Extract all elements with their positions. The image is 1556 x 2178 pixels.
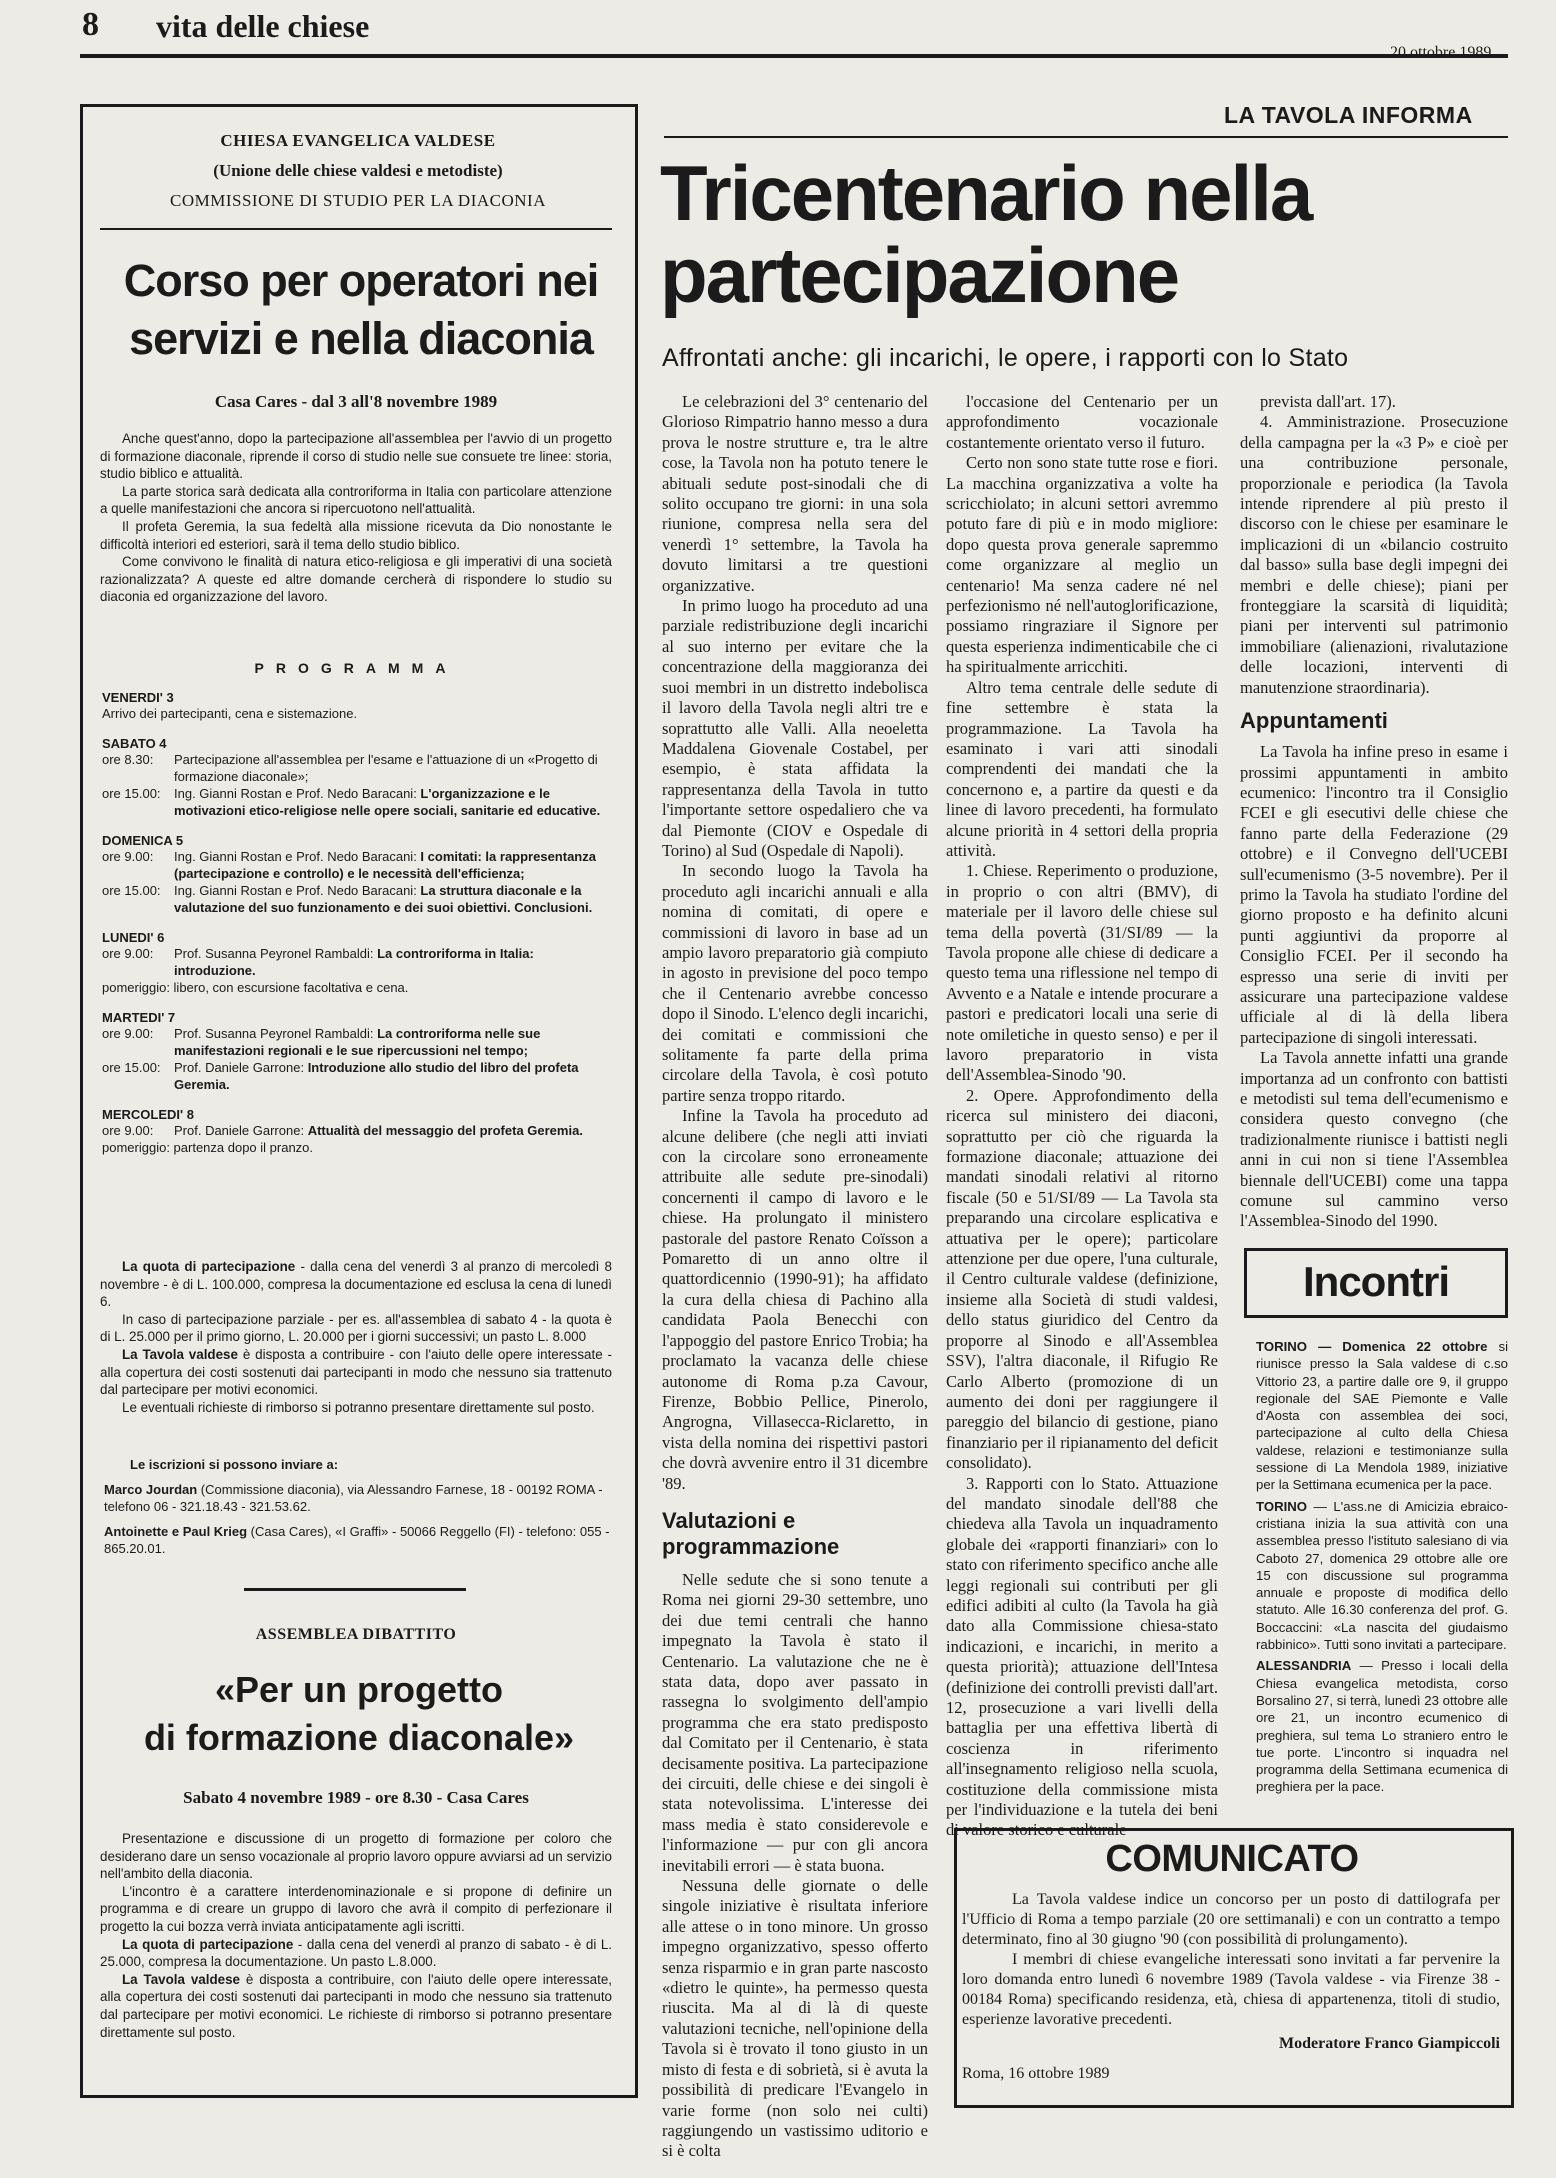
- program-item: [102, 1059, 610, 1093]
- program-day: VENERDI' 3: [102, 690, 174, 705]
- section-title: vita delle chiese: [156, 8, 370, 44]
- contact-entry: [104, 1481, 612, 1515]
- incontri-item: [1256, 1498, 1508, 1654]
- incontri-title-box: [1244, 1248, 1508, 1318]
- assembly-paragraph: [100, 1971, 612, 2041]
- programma-label: PROGRAMMA: [254, 660, 458, 676]
- incontri-text: si riunisce presso la Sala valdese di c.so Vittorio 23, a partire dalle ore 9, il gruppo regionale del SAE Piemonte e Valle d'Aosta con assemblea dei soci, partecipazione al culto della Chiesa valdese, relazioni e testimonianze sulla sessione di La Mendola 1989, iniziative per la Settimana ecumenica per la pace.: [1256, 1339, 1508, 1493]
- contact-entry: [104, 1523, 612, 1557]
- contact-detail: (Commissione diaconia), via Alessandro Farnese, 18 - 00192 ROMA - telefono 06 - 321.18.43 - 321.53.62.: [104, 1482, 603, 1514]
- program-time: ore 9.00:: [102, 1026, 154, 1041]
- program-speaker: pomeriggio: libero, con escursione facoltativa e cena.: [102, 980, 409, 995]
- contact-name: Marco Jourdan: [104, 1482, 198, 1497]
- program-topic: L'organizzazione e le motivazioni etico-religiose nelle opere sociali, sanitarie ed educative.: [174, 786, 601, 818]
- assembly-divider: [244, 1588, 466, 1591]
- assembly-paragraph: [100, 1830, 612, 1883]
- subhead-appuntamenti: Appuntamenti: [1240, 708, 1388, 734]
- assembly-title: [96, 1666, 622, 1762]
- program-time: ore 9.00:: [102, 946, 154, 961]
- fees-paragraph: [100, 1258, 612, 1311]
- org-divider: [100, 228, 612, 230]
- program-time: ore 15.00:: [102, 883, 161, 898]
- assembly-body: [100, 1830, 612, 2041]
- program-time: ore 15.00:: [102, 786, 161, 801]
- left-org-header: [100, 126, 616, 216]
- assembly-paragraph-lead: La quota di partecipazione: [122, 1936, 294, 1952]
- org-line-3: COMMISSIONE DI STUDIO PER LA DIACONIA: [170, 191, 546, 210]
- assembly-paragraph-text: L'incontro è a carattere interdenominazionale e si propone di definire un programma e di creare un gruppo di lavoro che avrà il compito di perfezionare il progetto la cui bozza verrà inviata anticipatamente agli iscritti.: [100, 1883, 612, 1934]
- incontri-text: — L'ass.ne di Amicizia ebraico-cristiana inizia la sua attività con una assemblea presso l'istituto salesiano di via Caboto 27, domenica 29 ottobre alle ore 15 con discussione sul programma annuale e proposte di modifica dello statuto. Alle 16.30 conferenza del prof. G. Boccaccini: «La nascita del giudaismo rabbinico». Tutti sono invitati a partecipare.: [1256, 1498, 1508, 1653]
- assembly-paragraph-text: Presentazione e discussione di un progetto di formazione per coloro che desiderano dare un senso vocazionale al proprio lavoro oppure avviarsi ad un servizio nell'ambito della diaconia.: [100, 1831, 612, 1882]
- assembly-title-line-2: di formazione diaconale»: [143, 1717, 575, 1758]
- article-paragraph: 3. Rapporti con lo Stato. Attuazione del mandato sinodale dell'88 che chiedeva alla Tavola un inquadramento globale dei «rapporti finanziari» con lo stato con riferimento specifico anche alle leggi regionali sui contributi per gli edifici adibiti al culto (la Tavola ha già dato alla Commissione chiesa-stato indicazioni, e incarichi, in merito a questa priorità); attuazione dell'Intesa (definizione dei controlli previsti dall'art. 12, prosecuzione a vari livelli della battaglia per una effettiva libertà di coscienza in riferimento all'insegnamento religioso nella scuola, costituzione della commissione mista per l'individuazione e la tutela dei beni di valore storico e culturale: [946, 1473, 1218, 1840]
- article-paragraph: prevista dall'art. 17).: [1260, 392, 1396, 411]
- comunicato-signature: Moderatore Franco Giampiccoli: [1279, 2035, 1500, 2052]
- program-item: [102, 1139, 610, 1156]
- program-speaker: Prof. Daniele Garrone:: [174, 1060, 308, 1075]
- program-item: [102, 1122, 610, 1139]
- comunicato-place-date: Roma, 16 ottobre 1989: [962, 2065, 1110, 2082]
- incontri-item: [1256, 1338, 1508, 1494]
- incontri-list: [1256, 1338, 1508, 1800]
- article-paragraph: 2. Opere. Approfondimento della ricerca sul ministero dei diaconi, soprattutto per ciò che riguarda la formazione diaconale; attuazione dei mandati sinodali relativi al ritorno fiscale (50 e 51/SI/89 — La Tavola sta preparando una circolare esplicativa e attuativa per le opere); particolare attenzione per due opere, l'una culturale, il Centro culturale valdese (definizione, insieme alla Società di studi valdesi, dello status giuridico del Centro da proporre al Sinodo e all'Assemblea SSV), l'altra diaconale, il Rifugio Re Carlo Alberto (promozione di un aumento dei doni per raggiungere il pareggio del bilancio di gestione, piano finanziario per il ripianamento del deficit consolidato).: [946, 1085, 1218, 1473]
- article-paragraph: Le celebrazioni del 3° centenario del Glorioso Rimpatrio hanno messo a dura prova le nostre strutture e, tra le altre cose, la Tavola non ha potuto tenere le abituali sedute post-sinodali che di solito occupano tre giorni: in una sola riunione, compresa nella sera del venerdì 1° settembre, la Tavola ha dovuto limitarsi a tre questioni organizzative.: [662, 392, 928, 595]
- incontri-title: Incontri: [1303, 1258, 1449, 1305]
- program-schedule: [102, 676, 610, 1156]
- program-topic: La controriforma in Italia: introduzione.: [174, 946, 534, 978]
- program-item: [102, 1025, 610, 1059]
- article-headline-line-1: Tricentenario nella: [660, 149, 1312, 237]
- comunicato-title: COMUNICATO: [1105, 1838, 1359, 1880]
- article-paragraph: Nelle sedute che si sono tenute a Roma nei giorni 29-30 settembre, uno dei due temi centrali che hanno impegnato la Tavola è stato il Centenario. La valutazione che ne è stata data, dopo aver passato in rassegna lo svolgimento dell'ampio programma che era stato predisposto dal Comitato per il Centenario, è stata decisamente positiva. La partecipazione dei circuiti, delle chiese e dei singoli è stata notevolissima. L'interesse dei mass media è stato considerevole e l'informazione — pur con gli ancora inevitabili errori — è stata buona.: [662, 1569, 928, 1875]
- article-deck: Affrontati anche: gli incarichi, le opere, i rapporti con lo Stato: [662, 344, 1349, 372]
- program-item: [102, 751, 610, 785]
- article-paragraph: La Tavola ha infine preso in esame i prossimi appuntamenti in ambito ecumenico: l'incontro tra il Consiglio FCEI e gli esecutivi delle chiese che fanno parte della Federazione (29 ottobre) e il Convegno dell'UCEBI sull'ecumenismo (3-5 novembre). Per il primo la Tavola ha studiato l'ordine del giorno proposto e ha definito alcuni punti aggiuntivi da proporre al Consiglio FCEI. Per il secondo ha espresso una serie di inviti per assicurare una partecipazione valdese ufficiale al di là della libera partecipazione di singoli interessati.: [1240, 742, 1508, 1047]
- article-column-1: [662, 392, 928, 2162]
- org-line-2: (Unione delle chiese valdesi e metodiste): [213, 161, 503, 180]
- assembly-paragraph-text: è disposta a contribuire, con l'aiuto delle opere interessate, alla copertura dei costi sostenuti dai partecipanti in modo che nessuno sia trattenuto dal partecipare per motivi economici. Le richieste di rimborso si potranno presentare direttamente sul posto.: [100, 1971, 612, 2040]
- program-time: ore 15.00:: [102, 1060, 161, 1075]
- incontri-date: — Domenica 22 ottobre: [1307, 1339, 1488, 1354]
- article-column-3: [1240, 392, 1508, 1232]
- assembly-paragraph-text: - dalla cena del venerdì al pranzo di sabato - è di L. 25.000, compresa la documentazione. Un pasto L.8.000.: [100, 1936, 612, 1970]
- program-topic: Attualità del messaggio del profeta Geremia.: [307, 1123, 583, 1138]
- program-item: [102, 979, 610, 996]
- subhead-valutazioni: Valutazioni e programmazione: [662, 1507, 840, 1559]
- program-speaker: Prof. Daniele Garrone:: [174, 1123, 308, 1138]
- program-speaker: pomeriggio: partenza dopo il pranzo.: [102, 1140, 314, 1155]
- assembly-title-line-1: «Per un progetto: [214, 1669, 504, 1710]
- article-column-2: [946, 392, 1218, 1841]
- org-line-1: CHIESA EVANGELICA VALDESE: [220, 131, 496, 150]
- comunicato-body: [962, 1890, 1500, 2084]
- program-day: MERCOLEDI' 8: [102, 1107, 194, 1122]
- contact-name: Antoinette e Paul Krieg: [104, 1524, 248, 1539]
- program-day: SABATO 4: [102, 736, 167, 751]
- assembly-subtitle: Sabato 4 novembre 1989 - ore 8.30 - Casa Cares: [183, 1788, 529, 1807]
- corso-subtitle: Casa Cares - dal 3 all'8 novembre 1989: [214, 392, 498, 411]
- article-paragraph: 1. Chiese. Reperimento o produzione, in proprio o con altri (BMV), di materiale per il lavoro delle chiese sul tema della povertà (31/SI/89 — la Tavola propone alle chiese di dedicare a questo tema una riflessione nel tempo di Avvento e a Natale e intende procurare a pastori e predicatori locali una serie di note omiletiche in questo senso) e per il lavoro preparatorio in vista dell'Assemblea-Sinodo '90.: [946, 861, 1218, 1085]
- corso-fees: [100, 1258, 612, 1416]
- program-speaker: Ing. Gianni Rostan e Prof. Nedo Baracani:: [174, 786, 421, 801]
- article-paragraph: In secondo luogo la Tavola ha proceduto agli incarichi annuali e alla nomina di comitati, di opere e commissioni di lavoro in base ad un ampio lavoro preparatorio già compiuto in agosto in previsione del poco tempo che il Centenario avrebbe concesso dopo il Sinodo. L'elenco degli incarichi, dei comitati e commissioni che solitamente fa parte della prima circolare della Tavola, è così potuto partire senza troppo ritardo.: [662, 861, 928, 1105]
- intro-paragraph: Come convivono le finalità di natura etico-religiosa e gli imperativi di una società razionalizzata? A queste ed altre domande cercherà di rispondere lo studio su diaconia ed organizzazione del lavoro.: [100, 554, 612, 605]
- program-topic: I comitati: la rappresentanza (partecipazione e controllo) e le necessità dell'efficienza;: [174, 849, 596, 881]
- fees-paragraph-text: è disposta a contribuire - con l'aiuto delle opere interessate - alla copertura dei costi sostenuti dai partecipanti in modo che nessuno sia trattenuto dal partecipare per motivi economici.: [100, 1346, 612, 1398]
- corso-headline: [96, 252, 626, 368]
- iscrizioni-label: Le iscrizioni si possono inviare a:: [130, 1457, 339, 1472]
- column-label-rule: [664, 136, 1508, 138]
- incontri-place: TORINO: [1256, 1339, 1308, 1354]
- program-topic: La controriforma nelle sue manifestazioni regionali e le sue ripercussioni nel tempo;: [174, 1026, 541, 1058]
- issue-date: 20 ottobre 1989: [1390, 44, 1492, 61]
- corso-headline-line-2: servizi e nella diaconia: [129, 313, 593, 364]
- program-time: ore 9.00:: [102, 849, 154, 864]
- intro-paragraph: Il profeta Geremia, la sua fedeltà alla missione ricevuta da Dio nonostante le difficoltà interiori ed esteriori, sarà il tema dello studio biblico.: [100, 518, 612, 552]
- contact-list: [104, 1481, 612, 1557]
- program-speaker: Ing. Gianni Rostan e Prof. Nedo Baracani:: [174, 849, 421, 864]
- article-paragraph: Certo non sono state tutte rose e fiori. La macchina organizzativa a volte ha scricchiolato; in alcuni settori avremmo potuto fare di più e in modo migliore: dopo questa prova generale sapremmo come organizzare al meglio un centenario! Ma senza cadere né nel perfezionismo né nell'autoglorificazione, possiamo ringraziare il Signore per questa esperienza indimenticabile che ci ha spiritualmente arricchiti.: [946, 453, 1218, 677]
- assembly-paragraph: [100, 1883, 612, 1936]
- fees-paragraph-lead: La Tavola valdese: [122, 1346, 238, 1362]
- fees-paragraph-text: In caso di partecipazione parziale - per es. all'assemblea di sabato 4 - la quota è di L. 25.000 per il primo giorno, L. 20.000 per i giorni successivi; un pasto L. 8.000: [100, 1311, 612, 1345]
- intro-paragraph: Anche quest'anno, dopo la partecipazione all'assemblea per l'avvio di un progetto di formazione diaconale, riprende il corso di studio nelle sue consuete tre linee: storia, studio biblico e attualità.: [100, 431, 612, 482]
- fees-paragraph: [100, 1346, 612, 1399]
- contact-detail: (Casa Cares), «I Graffi» - 50066 Reggello (FI) - telefono: 055 - 865.20.01.: [104, 1524, 610, 1556]
- assembly-paragraph: [100, 1936, 612, 1971]
- article-paragraph: Nessuna delle giornate o delle singole iniziative è risultata inferiore alle attese o in tono minore. Un grosso impegno organizzativo, spesso offerto senza risparmio e in gran parte nascosto «dietro le quinte», ha permesso questa riuscita. Ma al di là di queste valutazioni tecniche, nell'opinione della Tavola si è trovato il tono giusto in un misto di festa e di sobrietà, si è avuta la possibilità di predicare l'Evangelo in varie forme (non solo nei culti) raggiungendo un vastissimo uditorio e si è colta: [662, 1876, 928, 2161]
- article-paragraph: Infine la Tavola ha proceduto ad alcune delibere (che negli atti inviati con la circolare sono erroneamente attribuite alle sedute pre-sinodali) concernenti il campo di lavoro e le chiese. Ha prolungato il ministero pastorale del pastore Renato Coïsson a Pomaretto di un anno oltre il quattordicennio (1990-91); ha affidato la cura della chiesa di Pachino alla candidata Paola Benecchi con l'appoggio del pastore Enrico Trobia; ha proclamato la vacanza delle chiese autonome di Roma p.za Cavour, Firenze, Bobbio Pellice, Pinerolo, Angrogna, Villasecca-Riclaretto, in vista della nomina dei rispettivi pastori che dovrà avvenire entro il 31 dicembre '89.: [662, 1106, 928, 1493]
- program-speaker: Prof. Susanna Peyronel Rambaldi:: [174, 1026, 378, 1041]
- assembly-paragraph-lead: La Tavola valdese: [122, 1971, 240, 1987]
- program-day: LUNEDI' 6: [102, 930, 165, 945]
- fees-paragraph-text: - dalla cena del venerdì 3 al pranzo di mercoledì 8 novembre - è di L. 100.000, compresa la documentazione ed esclusa la cena di lunedì 6.: [100, 1259, 612, 1310]
- program-topic: Introduzione allo studio del libro del profeta Geremia.: [174, 1060, 579, 1092]
- program-speaker: Partecipazione all'assemblea per l'esame e l'attuazione di un «Progetto di formazione diaconale»;: [174, 752, 598, 784]
- program-item: [102, 848, 610, 882]
- assembly-label: ASSEMBLEA DIBATTITO: [255, 1626, 457, 1643]
- article-headline: [660, 149, 1520, 319]
- incontri-place: ALESSANDRIA: [1256, 1658, 1352, 1674]
- header-rule: [80, 54, 1508, 58]
- article-paragraph: In primo luogo ha proceduto ad una parziale redistribuzione degli incarichi al suo interno per evitare che la concentrazione della maggioranza dei suoi membri in un distretto indebolisca il lavoro della Tavola negli altri tre e soprattutto alle Valli. Alla neoeletta Maddalena Giovenale Costabel, per esempio, è stata affidata la rappresentanza della Tavola in tutto l'importante settore ospedaliero che va dal Piemonte (CIOV e Ospedale di Torino) al Sud (Ospedale di Napoli).: [662, 596, 928, 860]
- fees-paragraph-text: Le eventuali richieste di rimborso si potranno presentare direttamente sul posto.: [122, 1399, 595, 1415]
- program-speaker: Prof. Susanna Peyronel Rambaldi:: [174, 946, 378, 961]
- program-item: [102, 785, 610, 819]
- fees-paragraph: [100, 1311, 612, 1346]
- article-paragraph: Altro tema centrale delle sedute di fine settembre è stata la programmazione. La Tavola ha esaminato i vari atti sinodali comprendenti dei mandati che la concernono e, a partire da questi e da linee di lavoro precedenti, ha formulato alcune priorità in 4 settori della propria attività.: [946, 677, 1218, 860]
- program-item: [102, 945, 610, 979]
- program-speaker: Arrivo dei partecipanti, cena e sistemazione.: [102, 706, 358, 721]
- program-item: [102, 882, 610, 916]
- incontri-item: [1256, 1657, 1508, 1795]
- program-day: DOMENICA 5: [102, 833, 184, 848]
- corso-intro: [100, 430, 612, 606]
- program-time: ore 9.00:: [102, 1123, 154, 1138]
- page-number: 8: [82, 6, 99, 43]
- intro-paragraph: La parte storica sarà dedicata alla controriforma in Italia con particolare attenzione a quelle manifestazioni che ancora si ripercuotono nell'attualità.: [100, 483, 612, 517]
- program-day: MARTEDI' 7: [102, 1010, 176, 1025]
- article-paragraph: La Tavola annette infatti una grande importanza ad un confronto con battisti e metodisti sul tema dell'ecumenismo e considera questo convegno (che tradizionalmente riunisce i battisti negli anni in cui non si tiene l'Assemblea biennale dell'UCEBI) come una tappa comune sul cammino verso l'Assemblea-Sinodo del 1990.: [1240, 1048, 1508, 1231]
- article-paragraph: l'occasione del Centenario per un approfondimento vocazionale costantemente orientato verso il futuro.: [946, 392, 1218, 452]
- program-topic: La struttura diaconale e la valutazione del suo funzionamento e dei suoi obiettivi. Conclusioni.: [174, 883, 593, 915]
- program-item: [102, 705, 610, 722]
- corso-headline-line-1: Corso per operatori nei: [123, 255, 599, 306]
- program-time: ore 8.30:: [102, 752, 154, 767]
- incontri-text: — Presso i locali della Chiesa evangelica metodista, corso Borsalino 27, si terrà, lunedì 23 ottobre alle ore 21, un incontro ecumenico di preghiera, sul tema Lo straniero entro le tue porte. L'incontro si inquadra nel programma della Settimana ecumenica di preghiera per la pace.: [1256, 1658, 1508, 1795]
- iscrizioni-block: [104, 1456, 612, 1565]
- fees-paragraph: [100, 1399, 612, 1417]
- column-label: LA TAVOLA INFORMA: [1224, 102, 1473, 128]
- fees-paragraph-lead: La quota di partecipazione: [122, 1259, 296, 1274]
- incontri-place: TORINO: [1256, 1498, 1308, 1514]
- article-paragraph: 4. Amministrazione. Prosecuzione della campagna per la «3 P» e cioè per una contribuzione personale, proporzionale e periodica (la Tavola intende riprendere al più presto il discorso con le chiese per esaminare le implicazioni di un «bilancio costruito dal basso» sulla base degli impegni dei membri e delle chiese); piani per fronteggiare la scarsità di liquidità; piani per interventi sul patrimonio immobiliare (alienazioni, rivalutazione delle locazioni, interventi di manutenzione straordinaria).: [1240, 412, 1508, 697]
- comunicato-paragraph-2: I membri di chiese evangeliche interessati sono invitati a far pervenire la loro domanda entro lunedì 6 novembre 1989 (Tavola valdese - via Firenze 38 - 00184 Roma) specificando residenza, età, chiesa di appartenenza, titoli di studio, esperienze lavorative precedenti.: [962, 1951, 1500, 2028]
- comunicato-paragraph-1: La Tavola valdese indice un concorso per un posto di dattilografa per l'Ufficio di Roma a tempo parziale (20 ore settimanali) e con un contratto a tempo determinato, fino al 30 giugno '90 (con possibilità di prolungamento).: [962, 1891, 1500, 1948]
- article-headline-line-2: partecipazione: [660, 231, 1179, 319]
- program-speaker: Ing. Gianni Rostan e Prof. Nedo Baracani:: [174, 883, 421, 898]
